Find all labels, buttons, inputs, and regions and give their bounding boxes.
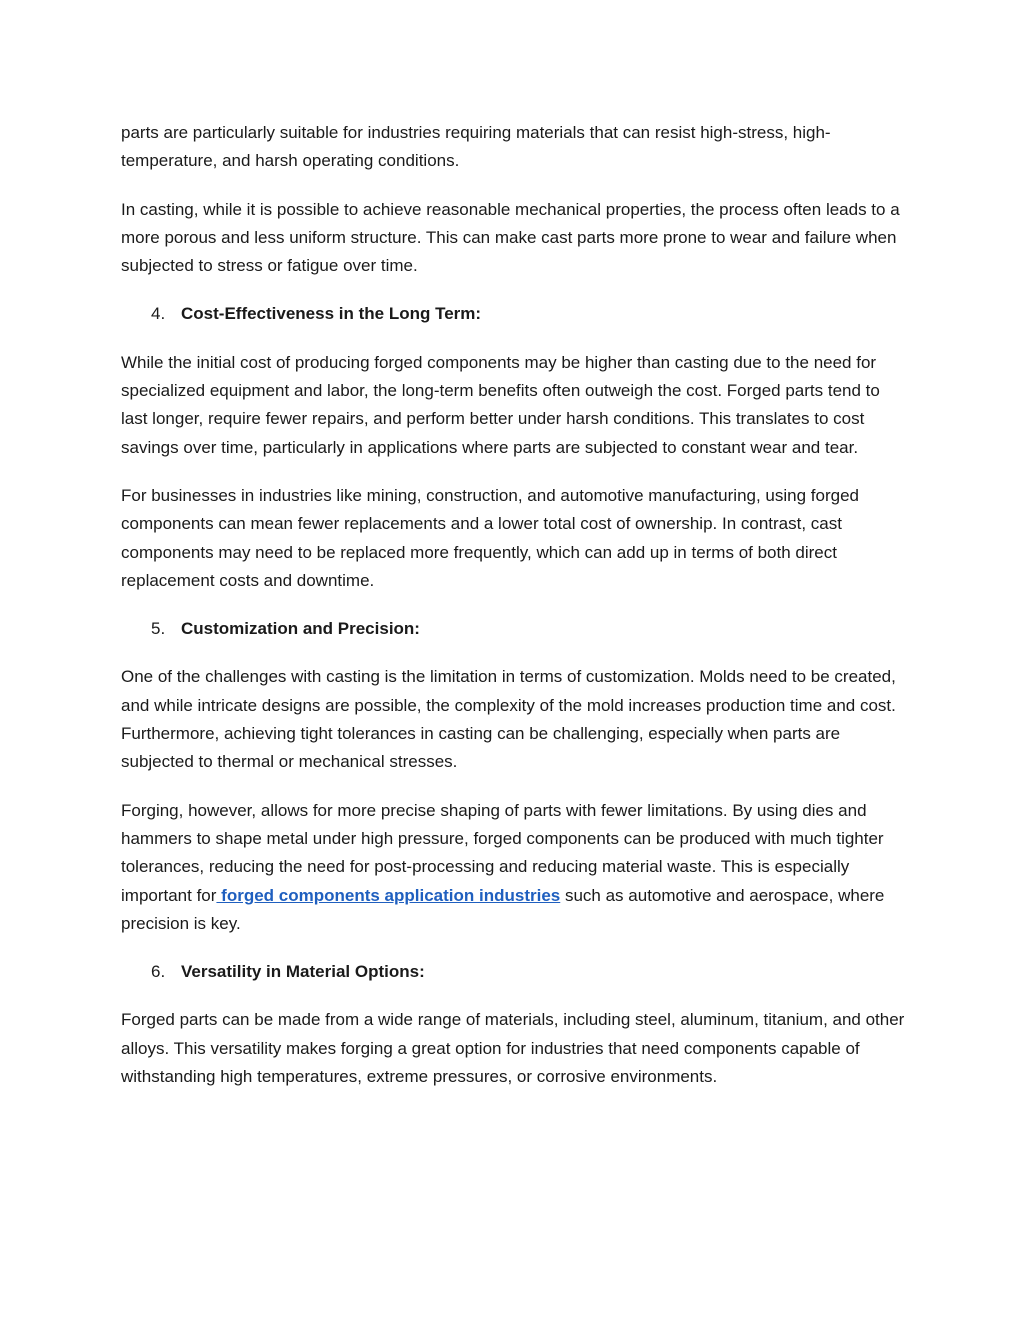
paragraph-casting-structure: In casting, while it is possible to achieve reasonable mechanical properties, the process often leads to a more porous and less uniform structure. This can make cast parts more prone to wear and failure when subjected to stress or fatigue over time. [121,199,900,276]
paragraph-materials: Forged parts can be made from a wide range of materials, including steel, aluminum, titanium, and other alloys. This versatility makes forging a great option for industries that need components capable of withstanding high temperatures, extreme pressures, or corrosive environments. [121,1010,905,1087]
heading-number: 5. [151,619,166,639]
heading-number: 6. [151,962,166,982]
paragraph-forging-precision [121,797,905,938]
heading-versatility [121,958,905,986]
heading-customization [121,615,905,643]
forged-components-link[interactable]: forged components application industries [216,885,561,905]
paragraph-text: such as automotive and aerospace, where precision is key. [121,885,885,933]
paragraph-businesses: For businesses in industries like mining, construction, and automotive manufacturing, using forged components can mean fewer replacements and a lower total cost of ownership. In contrast, cast components may need to be replaced more frequently, which can add up in terms of both direct replacement costs and downtime. [121,485,859,590]
document-page [121,119,905,1111]
paragraph-casting-challenges: One of the challenges with casting is the limitation in terms of customization. Molds need to be created, and while intricate designs are possible, the complexity of the mold increases production time and cost. Furthermore, achieving tight tolerances in casting can be challenging, especially when parts are subjected to thermal or mechanical stresses. [121,667,896,772]
paragraph-text: Forging, however, allows for more precise shaping of parts with fewer limitations. By using dies and hammers to shape metal under high pressure, forged components can be produced with much tighter tolerances, reducing the need for post-processing and reducing material waste. This is especially important for [121,800,884,905]
heading-text: Versatility in Material Options: [181,962,425,982]
heading-cost-effectiveness [121,300,905,328]
heading-number: 4. [151,304,166,324]
heading-text: Cost-Effectiveness in the Long Term: [181,304,482,324]
paragraph-material-suitability: parts are particularly suitable for industries requiring materials that can resist high-stress, high-temperature, and harsh operating conditions. [121,123,831,171]
paragraph-initial-cost: While the initial cost of producing forged components may be higher than casting due to the need for specialized equipment and labor, the long-term benefits often outweigh the cost. Forged parts tend to last longer, require fewer repairs, and perform better under harsh conditions. This translates to cost savings over time, particularly in applications where parts are subjected to constant wear and tear. [121,352,880,457]
heading-text: Customization and Precision: [181,619,420,639]
